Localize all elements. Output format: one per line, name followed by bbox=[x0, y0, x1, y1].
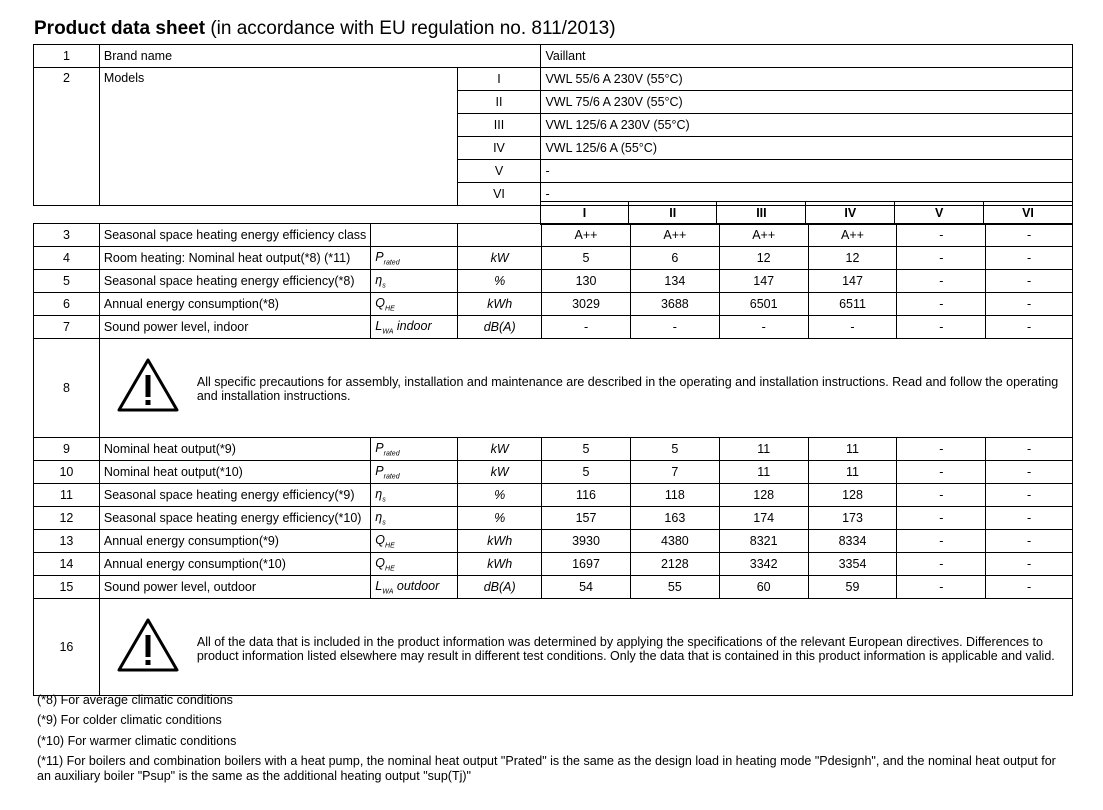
data-row bbox=[34, 316, 1073, 339]
row-label: Annual energy consumption(*10) bbox=[99, 553, 370, 576]
model-row bbox=[34, 68, 1073, 91]
row-value: 3688 bbox=[630, 293, 719, 316]
row-value: 5 bbox=[542, 247, 631, 270]
data-row bbox=[34, 576, 1073, 599]
row-value: 163 bbox=[630, 507, 719, 530]
row-symbol bbox=[371, 461, 458, 484]
row-symbol bbox=[371, 247, 458, 270]
row-value: 147 bbox=[808, 270, 897, 293]
row-value: 3354 bbox=[808, 553, 897, 576]
row-value: 55 bbox=[630, 576, 719, 599]
row-value: 3029 bbox=[542, 293, 631, 316]
row-value: - bbox=[986, 553, 1073, 576]
row-value: 12 bbox=[719, 247, 808, 270]
model-roman: V bbox=[457, 160, 541, 183]
row-unit: % bbox=[458, 507, 542, 530]
row-value: - bbox=[897, 576, 986, 599]
warning-row bbox=[34, 339, 1073, 438]
row-value: 6511 bbox=[808, 293, 897, 316]
model-value: VWL 55/6 A 230V (55°C) bbox=[541, 68, 1073, 91]
row-number: 10 bbox=[34, 461, 100, 484]
row-value: 7 bbox=[630, 461, 719, 484]
row-value: 128 bbox=[719, 484, 808, 507]
row-symbol bbox=[371, 530, 458, 553]
row-value: 6 bbox=[630, 247, 719, 270]
row-symbol bbox=[371, 224, 458, 247]
data-row bbox=[34, 530, 1073, 553]
data-row bbox=[34, 507, 1073, 530]
warning-cell bbox=[100, 339, 1072, 437]
symbol-subscript: rated bbox=[383, 473, 400, 481]
symbol-main: η bbox=[375, 509, 383, 524]
symbol-subscript: HE bbox=[385, 305, 395, 313]
row-value: - bbox=[986, 316, 1073, 339]
row-symbol bbox=[371, 438, 458, 461]
symbol-subscript: s bbox=[382, 496, 386, 504]
symbol-main: L bbox=[375, 578, 383, 593]
row-value: A++ bbox=[630, 224, 719, 247]
row-value: 118 bbox=[630, 484, 719, 507]
row-label: Annual energy consumption(*8) bbox=[99, 293, 370, 316]
row-value: - bbox=[986, 293, 1073, 316]
row-number: 6 bbox=[34, 293, 100, 316]
row-number: 1 bbox=[34, 45, 100, 68]
row-value: 6501 bbox=[719, 293, 808, 316]
row-label: Room heating: Nominal heat output(*8) (*11) bbox=[99, 247, 370, 270]
row-number: 7 bbox=[34, 316, 100, 339]
symbol-main: P bbox=[375, 463, 384, 478]
row-value: 174 bbox=[719, 507, 808, 530]
row-value: 116 bbox=[542, 484, 631, 507]
row-number: 3 bbox=[34, 224, 100, 247]
row-number: 5 bbox=[34, 270, 100, 293]
model-value: VWL 125/6 A 230V (55°C) bbox=[541, 114, 1073, 137]
symbol-subscript: s bbox=[382, 519, 386, 527]
row-value: 5 bbox=[630, 438, 719, 461]
data-row bbox=[34, 438, 1073, 461]
row-value: - bbox=[897, 247, 986, 270]
row-unit: kW bbox=[458, 438, 542, 461]
row-unit: kW bbox=[458, 461, 542, 484]
data-row bbox=[34, 270, 1073, 293]
row-unit: kWh bbox=[458, 553, 542, 576]
row-symbol bbox=[371, 270, 458, 293]
row-value: - bbox=[897, 530, 986, 553]
row-unit: dB(A) bbox=[458, 316, 542, 339]
row-value: 147 bbox=[719, 270, 808, 293]
row-value: 157 bbox=[542, 507, 631, 530]
row-value: - bbox=[986, 461, 1073, 484]
row-value: 11 bbox=[808, 438, 897, 461]
row-label: Seasonal space heating energy efficiency class bbox=[99, 224, 370, 247]
column-header: IV bbox=[806, 202, 895, 225]
symbol-subscript: s bbox=[382, 282, 386, 290]
column-header-table bbox=[540, 201, 1073, 225]
footnote: (*11) For boilers and combination boilers with a heat pump, the nominal heat output "Prated" is the same as the design load in heating mode "Pdesignh", and the nominal heat output for an auxiliary boiler "Psup" is the same as the additional heating output "sup(Tj)" bbox=[37, 754, 1056, 783]
model-value: VWL 125/6 A (55°C) bbox=[541, 137, 1073, 160]
model-roman: II bbox=[457, 91, 541, 114]
row-unit: dB(A) bbox=[458, 576, 542, 599]
row-label: Nominal heat output(*10) bbox=[99, 461, 370, 484]
row-value: - bbox=[986, 530, 1073, 553]
warning-text: All specific precautions for assembly, installation and maintenance are described in the operating and installation instructions. Read and follow the operating and installation instructions. bbox=[196, 375, 1059, 403]
symbol-subscript: rated bbox=[383, 450, 400, 458]
row-value: - bbox=[897, 461, 986, 484]
row-value: - bbox=[897, 507, 986, 530]
row-value: 130 bbox=[542, 270, 631, 293]
footnote: (*8) For average climatic conditions bbox=[37, 693, 233, 707]
model-roman: III bbox=[457, 114, 541, 137]
column-header-row bbox=[541, 202, 1073, 225]
column-header: V bbox=[895, 202, 984, 225]
row-number: 15 bbox=[34, 576, 100, 599]
symbol-main: η bbox=[375, 486, 383, 501]
row-number: 16 bbox=[34, 599, 100, 696]
symbol-subscript: WA bbox=[382, 328, 394, 336]
row-value: 11 bbox=[719, 438, 808, 461]
data-row bbox=[34, 247, 1073, 270]
models-label: Models bbox=[99, 68, 457, 206]
symbol-subscript: HE bbox=[385, 542, 395, 550]
row-symbol bbox=[371, 507, 458, 530]
row-label: Seasonal space heating energy efficiency(*9) bbox=[99, 484, 370, 507]
model-value: - bbox=[541, 183, 1073, 206]
model-roman: I bbox=[457, 68, 541, 91]
symbol-suffix: indoor bbox=[393, 318, 432, 333]
data-row bbox=[34, 461, 1073, 484]
symbol-main: η bbox=[375, 272, 383, 287]
row-value: 173 bbox=[808, 507, 897, 530]
model-value: VWL 75/6 A 230V (55°C) bbox=[541, 91, 1073, 114]
data-row bbox=[34, 553, 1073, 576]
symbol-suffix: outdoor bbox=[393, 578, 440, 593]
column-header: II bbox=[629, 202, 717, 225]
row-label: Sound power level, outdoor bbox=[99, 576, 370, 599]
row-number: 11 bbox=[34, 484, 100, 507]
row-value: 3930 bbox=[542, 530, 631, 553]
warning-icon bbox=[116, 357, 180, 413]
row-unit: % bbox=[458, 484, 542, 507]
row-value: 128 bbox=[808, 484, 897, 507]
symbol-main: Q bbox=[375, 295, 386, 310]
row-value: A++ bbox=[719, 224, 808, 247]
warning-text: All of the data that is included in the product information was determined by applying the specifications of the relevant European directives. Differences to product information listed elsewhere may result in different test conditions. Only the data that is contained in this product information is applicable and valid. bbox=[196, 635, 1055, 663]
row-symbol bbox=[371, 576, 458, 599]
row-value: - bbox=[897, 438, 986, 461]
data-table bbox=[33, 223, 1073, 696]
symbol-main: P bbox=[375, 440, 384, 455]
row-unit: % bbox=[458, 270, 542, 293]
symbol-subscript: WA bbox=[382, 588, 394, 596]
row-number: 13 bbox=[34, 530, 100, 553]
row-value: 59 bbox=[808, 576, 897, 599]
model-roman: VI bbox=[457, 183, 541, 206]
row-unit bbox=[458, 224, 542, 247]
row-value: A++ bbox=[542, 224, 631, 247]
row-label: Annual energy consumption(*9) bbox=[99, 530, 370, 553]
row-value: - bbox=[897, 270, 986, 293]
brand-value: Vaillant bbox=[541, 45, 1073, 68]
row-value: - bbox=[986, 247, 1073, 270]
column-header: III bbox=[717, 202, 806, 225]
row-value: - bbox=[897, 224, 986, 247]
row-number: 8 bbox=[34, 339, 100, 438]
model-value: - bbox=[541, 160, 1073, 183]
row-label: Sound power level, indoor bbox=[99, 316, 370, 339]
footnote: (*9) For colder climatic conditions bbox=[37, 713, 222, 727]
symbol-main: P bbox=[375, 249, 384, 264]
page-title bbox=[34, 18, 616, 40]
row-value: 4380 bbox=[630, 530, 719, 553]
column-header: VI bbox=[983, 202, 1072, 225]
row-value: 8334 bbox=[808, 530, 897, 553]
row-symbol bbox=[371, 293, 458, 316]
symbol-main: Q bbox=[375, 532, 386, 547]
row-number: 14 bbox=[34, 553, 100, 576]
column-header: I bbox=[541, 202, 629, 225]
row-unit: kWh bbox=[458, 293, 542, 316]
row-number: 12 bbox=[34, 507, 100, 530]
row-value: 2128 bbox=[630, 553, 719, 576]
footnote: (*10) For warmer climatic conditions bbox=[37, 734, 237, 748]
row-value: - bbox=[897, 316, 986, 339]
data-row bbox=[34, 293, 1073, 316]
row-value: A++ bbox=[808, 224, 897, 247]
row-unit: kW bbox=[458, 247, 542, 270]
info-table bbox=[33, 44, 1073, 206]
row-value: - bbox=[808, 316, 897, 339]
row-value: - bbox=[986, 576, 1073, 599]
row-value: 1697 bbox=[542, 553, 631, 576]
warning-row bbox=[34, 599, 1073, 696]
row-value: 54 bbox=[542, 576, 631, 599]
row-value: - bbox=[542, 316, 631, 339]
row-label: Seasonal space heating energy efficiency(*8) bbox=[99, 270, 370, 293]
symbol-subscript: rated bbox=[383, 259, 400, 267]
title-rest: (in accordance with EU regulation no. 811/2013) bbox=[205, 18, 616, 39]
row-value: 134 bbox=[630, 270, 719, 293]
row-value: - bbox=[719, 316, 808, 339]
row-number: 9 bbox=[34, 438, 100, 461]
warning-cell bbox=[100, 599, 1072, 695]
row-value: - bbox=[986, 438, 1073, 461]
row-number: 2 bbox=[34, 68, 100, 206]
row-value: - bbox=[986, 224, 1073, 247]
symbol-subscript: HE bbox=[385, 565, 395, 573]
row-value: 8321 bbox=[719, 530, 808, 553]
row-value: - bbox=[897, 293, 986, 316]
data-row bbox=[34, 484, 1073, 507]
row-value: 60 bbox=[719, 576, 808, 599]
data-row bbox=[34, 224, 1073, 247]
row-value: 3342 bbox=[719, 553, 808, 576]
row-value: - bbox=[986, 507, 1073, 530]
row-symbol bbox=[371, 553, 458, 576]
row-value: - bbox=[986, 484, 1073, 507]
row-symbol bbox=[371, 484, 458, 507]
row-value: 11 bbox=[808, 461, 897, 484]
warning-icon bbox=[116, 617, 180, 673]
model-roman: IV bbox=[457, 137, 541, 160]
row-value: 12 bbox=[808, 247, 897, 270]
row-symbol bbox=[371, 316, 458, 339]
brand-row bbox=[34, 45, 1073, 68]
row-value: - bbox=[986, 270, 1073, 293]
row-value: - bbox=[897, 553, 986, 576]
row-label: Seasonal space heating energy efficiency(*10) bbox=[99, 507, 370, 530]
title-bold: Product data sheet bbox=[34, 18, 206, 39]
row-number: 4 bbox=[34, 247, 100, 270]
row-label: Nominal heat output(*9) bbox=[99, 438, 370, 461]
brand-label: Brand name bbox=[99, 45, 541, 68]
row-value: 5 bbox=[542, 461, 631, 484]
row-value: - bbox=[630, 316, 719, 339]
row-value: 11 bbox=[719, 461, 808, 484]
row-value: 5 bbox=[542, 438, 631, 461]
symbol-main: L bbox=[375, 318, 383, 333]
symbol-main: Q bbox=[375, 555, 386, 570]
row-unit: kWh bbox=[458, 530, 542, 553]
row-value: - bbox=[897, 484, 986, 507]
